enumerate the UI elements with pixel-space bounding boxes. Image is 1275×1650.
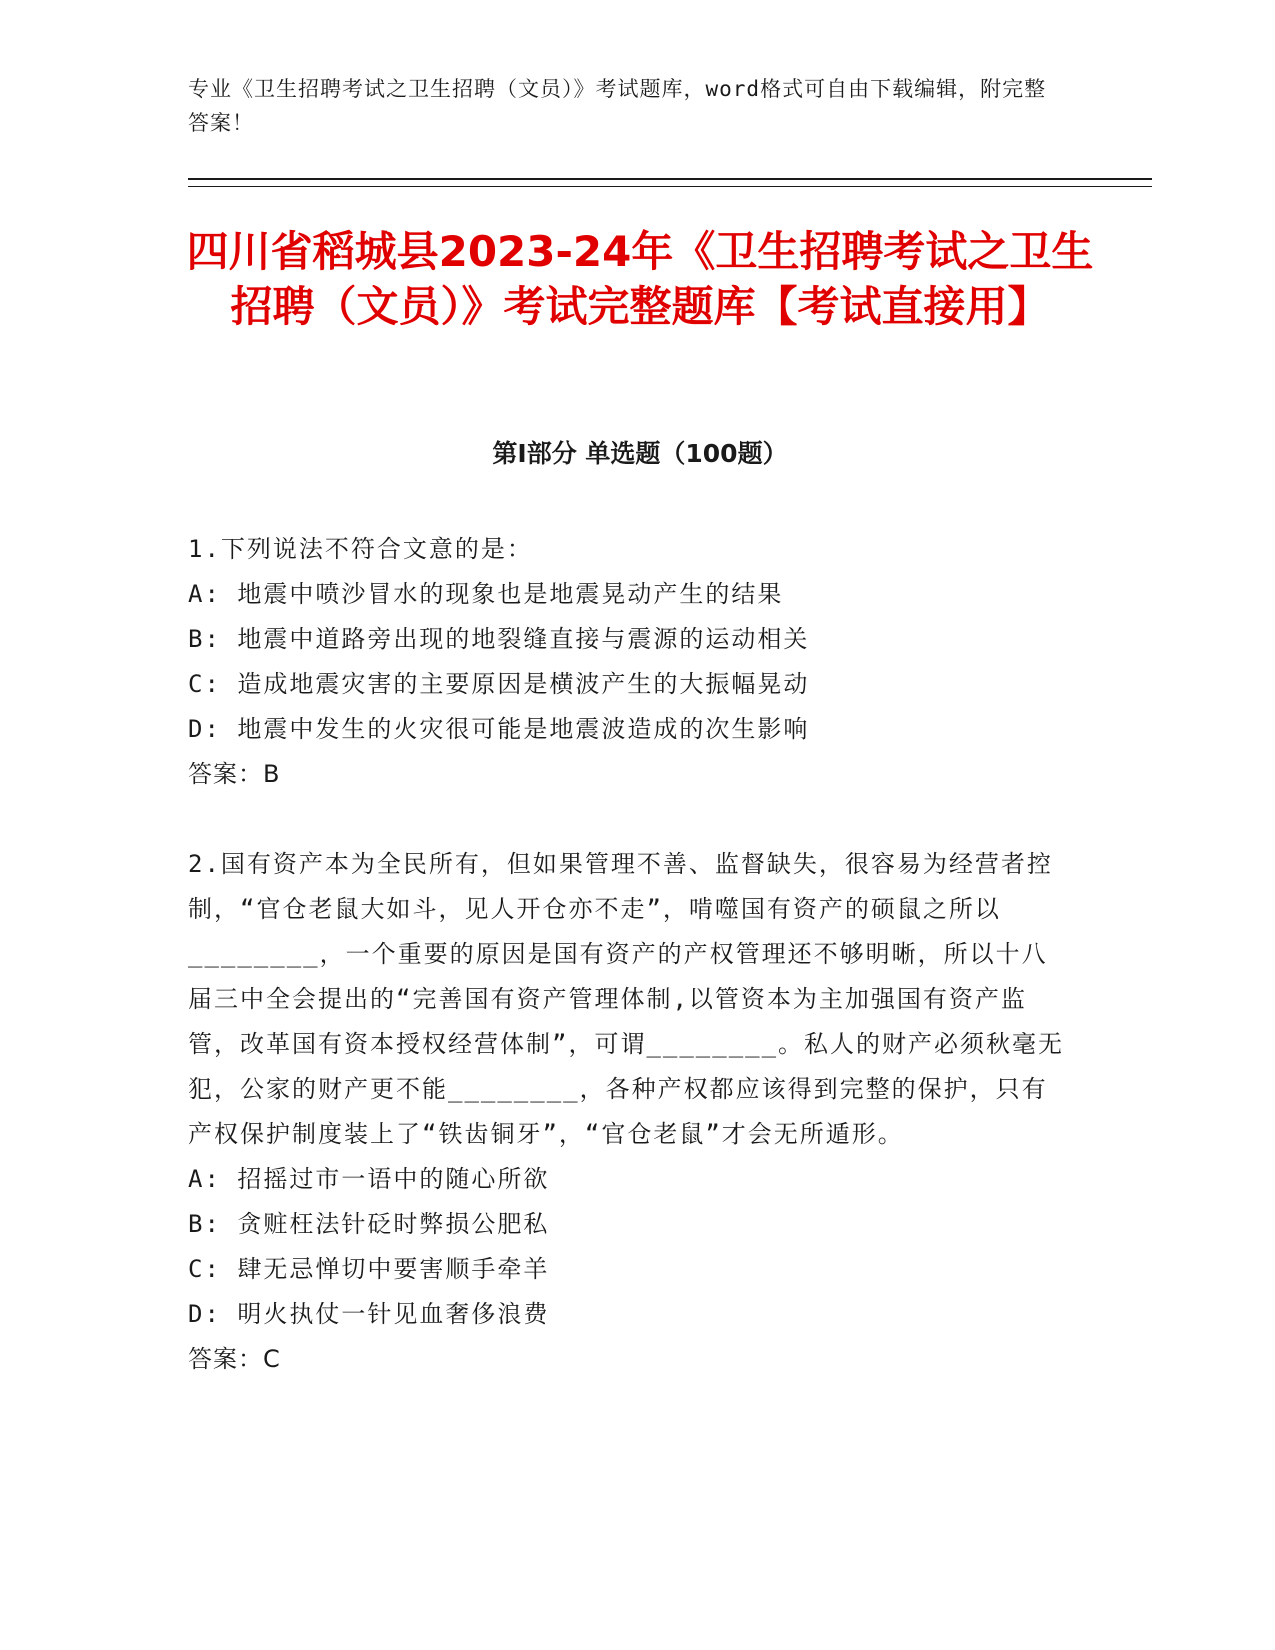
option-b: B: 贪赃枉法针砭时弊损公肥私	[188, 1210, 550, 1238]
option-b: B: 地震中道路旁出现的地裂缝直接与震源的运动相关	[188, 625, 810, 653]
option-c: C: 肆无忌惮切中要害顺手牵羊	[188, 1255, 550, 1283]
option-a: A: 地震中喷沙冒水的现象也是地震晃动产生的结果	[188, 580, 784, 608]
option-d: D: 地震中发生的火灾很可能是地震波造成的次生影响	[188, 715, 810, 743]
header-rule-thick	[188, 178, 1152, 180]
answer: 答案：C	[188, 1345, 281, 1373]
question-stem: 1.下列说法不符合文意的是：	[188, 535, 533, 563]
header-rule-thin	[188, 186, 1152, 187]
question-1	[188, 527, 1068, 797]
section-title: 第Ⅰ部分 单选题（100题）	[492, 439, 788, 468]
question-stem: 2.国有资产本为全民所有，但如果管理不善、监督缺失，很容易为经营者控制，“官仓老鼠大如斗，见人开仓亦不走”，啃噬国有资产的硕鼠之所以________，一个重要的原因是国有资产的产权管理还不够明晰，所以十八届三中全会提出的“完善国有资产管理体制,以管资本为主加强国有资产监管，改革国有资本授权经营体制”，可谓________。私人的财产必须秋毫无犯，公家的财产更不能________，各种产权都应该得到完整的保护，只有产权保护制度装上了“铁齿铜牙”，“官仓老鼠”才会无所遁形。	[188, 850, 1065, 1148]
header-note: 专业《卫生招聘考试之卫生招聘（文员）》考试题库，word格式可自由下载编辑，附完整答案！	[188, 77, 1047, 135]
answer: 答案：B	[188, 760, 281, 788]
option-c: C: 造成地震灾害的主要原因是横波产生的大振幅晃动	[188, 670, 810, 698]
document-title: 四川省稻城县2023-24年《卫生招聘考试之卫生招聘（文员）》考试完整题库【考试直接用】	[186, 227, 1094, 331]
option-a: A: 招摇过市一语中的随心所欲	[188, 1165, 550, 1193]
question-2	[188, 842, 1068, 1382]
option-d: D: 明火执仗一针见血奢侈浪费	[188, 1300, 550, 1328]
